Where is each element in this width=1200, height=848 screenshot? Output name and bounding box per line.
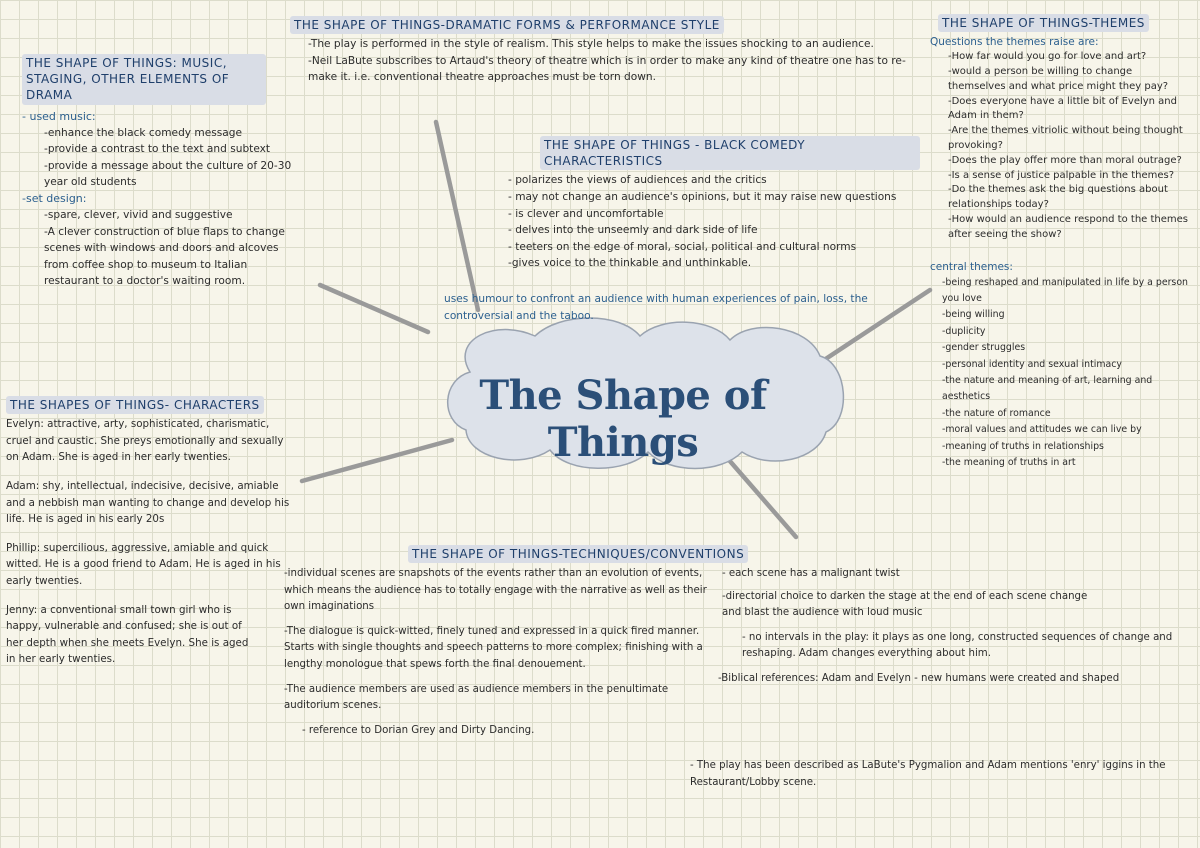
list-item: -the nature and meaning of art, learning and aesthetics	[942, 374, 1153, 403]
connector-line	[320, 285, 428, 332]
black-comedy-heading: THE SHAPE OF THINGS - BLACK COMEDY CHARACTERISTICS	[540, 136, 920, 170]
center-title: The Shape of Things	[479, 372, 767, 466]
humour-note: uses humour to confront an audience with human experiences of pain, loss, the controversial and the taboo.	[444, 293, 868, 322]
technique-item: - reference to Dorian Grey and Dirty Dancing.	[302, 724, 535, 736]
questions-label: Questions the themes raise are:	[930, 36, 1099, 49]
character-evelyn: Evelyn: attractive, arty, sophisticated, charismatic, cruel and caustic. She preys emotionally and sexually on Adam. She is aged in her early twenties.	[6, 418, 284, 464]
list-item: -Neil LaBute subscribes to Artaud's theory of theatre which is in order to make any kind of theatre one has to re-make it. i.e. conventional theatre approaches must be torn down.	[308, 54, 906, 84]
dramatic-forms-heading: THE SHAPE OF THINGS-DRAMATIC FORMS & PERFORMANCE STYLE	[290, 16, 724, 34]
list-item: -gives voice to the thinkable and unthinkable.	[508, 257, 752, 270]
list-item: - polarizes the views of audiences and the critics	[508, 174, 767, 187]
list-item: -moral values and attitudes we can live by	[942, 424, 1142, 436]
questions-list	[930, 50, 1192, 242]
list-item: -duplicity	[942, 325, 986, 337]
music-list	[22, 125, 302, 191]
music-staging-section	[22, 54, 302, 290]
list-item: -provide a message about the culture of 20-30 year old students	[44, 159, 292, 189]
set-design-list	[22, 207, 302, 290]
list-item: -provide a contrast to the text and subtext	[44, 143, 271, 156]
list-item: -gender struggles	[942, 342, 1026, 354]
techniques-heading: THE SHAPE OF THINGS-TECHNIQUES/CONVENTIONS	[408, 545, 748, 563]
themes-heading: THE SHAPE OF THINGS-THEMES	[938, 14, 1149, 32]
connector-line	[436, 122, 478, 310]
characters-section	[6, 394, 298, 668]
list-item: -spare, clever, vivid and suggestive	[44, 208, 233, 221]
music-label: - used music:	[22, 109, 96, 123]
central-themes-label: central themes:	[930, 260, 1013, 273]
techniques-right	[718, 566, 1194, 688]
list-item: - delves into the unseemly and dark side of life	[508, 224, 758, 237]
dramatic-forms-section	[290, 14, 910, 86]
list-item: -being willing	[942, 309, 1005, 321]
themes-section	[930, 12, 1192, 471]
character-jenny: Jenny: a conventional small town girl who is happy, vulnerable and confused; she is out of her depth when she meets Evelyn. She is aged in her early twenties.	[6, 603, 249, 666]
list-item: -the nature of romance	[942, 407, 1051, 419]
list-item: -Does the play offer more than moral outrage?	[948, 154, 1182, 166]
technique-item: - The play has been described as LaBute's Pygmalion and Adam mentions 'enry' iggins in the Restaurant/Lobby scene.	[690, 760, 1166, 788]
technique-item: -The audience members are used as audience members in the penultimate auditorium scenes.	[284, 683, 669, 712]
list-item: -Do the themes ask the big questions about relationships today?	[948, 184, 1168, 211]
technique-item: -individual scenes are snapshots of the events rather than an evolution of events, which means the audience has to totally engage with the narrative as well as their own imaginations	[284, 568, 707, 613]
list-item: -being reshaped and manipulated in life by a person you love	[942, 276, 1188, 304]
dramatic-forms-list	[290, 36, 910, 86]
technique-item: -Biblical references: Adam and Evelyn - new humans were created and shaped	[718, 672, 1120, 684]
techniques-left	[284, 566, 716, 739]
list-item: -enhance the black comedy message	[44, 126, 243, 139]
character-adam: Adam: shy, intellectual, indecisive, decisive, amiable and a nebbish man wanting to change and develop his life. He is aged in his early 20s	[6, 479, 290, 526]
list-item: - may not change an audience's opinions, but it may raise new questions	[508, 190, 897, 203]
list-item: -the meaning of truths in art	[942, 457, 1076, 469]
set-design-label: -set design:	[22, 191, 87, 205]
technique-item: -The dialogue is quick-witted, finely tuned and expressed in a quick fired manner. Starts with single thoughts and speech patterns to more complex; finishing with a lengthy monologue that spews forth the final denouement.	[284, 625, 703, 670]
list-item: - teeters on the edge of moral, social, political and cultural norms	[508, 240, 857, 253]
list-item: -Is a sense of justice palpable in the themes?	[948, 169, 1175, 181]
list-item: -Does everyone have a little bit of Evelyn and Adam in them?	[948, 95, 1177, 122]
list-item: -meaning of truths in relationships	[942, 440, 1104, 452]
list-item: -How would an audience respond to the themes after seeing the show?	[948, 213, 1189, 240]
black-comedy-list	[500, 172, 908, 272]
list-item: -personal identity and sexual intimacy	[942, 358, 1122, 370]
list-item: -would a person be willing to change themselves and what price might they pay?	[948, 65, 1169, 92]
technique-item: - no intervals in the play: it plays as one long, constructed sequences of change and reshaping. Adam changes everything about him.	[742, 631, 1173, 660]
list-item: - is clever and uncomfortable	[508, 207, 664, 220]
list-item: -A clever construction of blue flaps to change scenes with windows and doors and alcoves from coffee shop to museum to Italian restaurant to a doctor's waiting room.	[44, 225, 285, 288]
list-item: -The play is performed in the style of realism. This style helps to make the issues shocking to an audience.	[308, 38, 874, 51]
list-item: -How far would you go for love and art?	[948, 51, 1147, 63]
black-comedy-section	[500, 136, 920, 272]
music-staging-heading: THE SHAPE OF THINGS: MUSIC, STAGING, OTHER ELEMENTS OF DRAMA	[22, 54, 266, 105]
character-phillip: Phillip: supercilious, aggressive, amiable and quick witted. He is a good friend to Adam. He is aged in his early twenties.	[6, 541, 281, 587]
technique-item: -directorial choice to darken the stage at the end of each scene change and blast the audience with loud music	[722, 590, 1088, 619]
list-item: -Are the themes vitriolic without being thought provoking?	[948, 125, 1183, 151]
central-themes-list	[930, 275, 1192, 472]
technique-item: - each scene has a malignant twist	[722, 568, 900, 579]
characters-heading: THE SHAPES OF THINGS- CHARACTERS	[6, 396, 264, 414]
